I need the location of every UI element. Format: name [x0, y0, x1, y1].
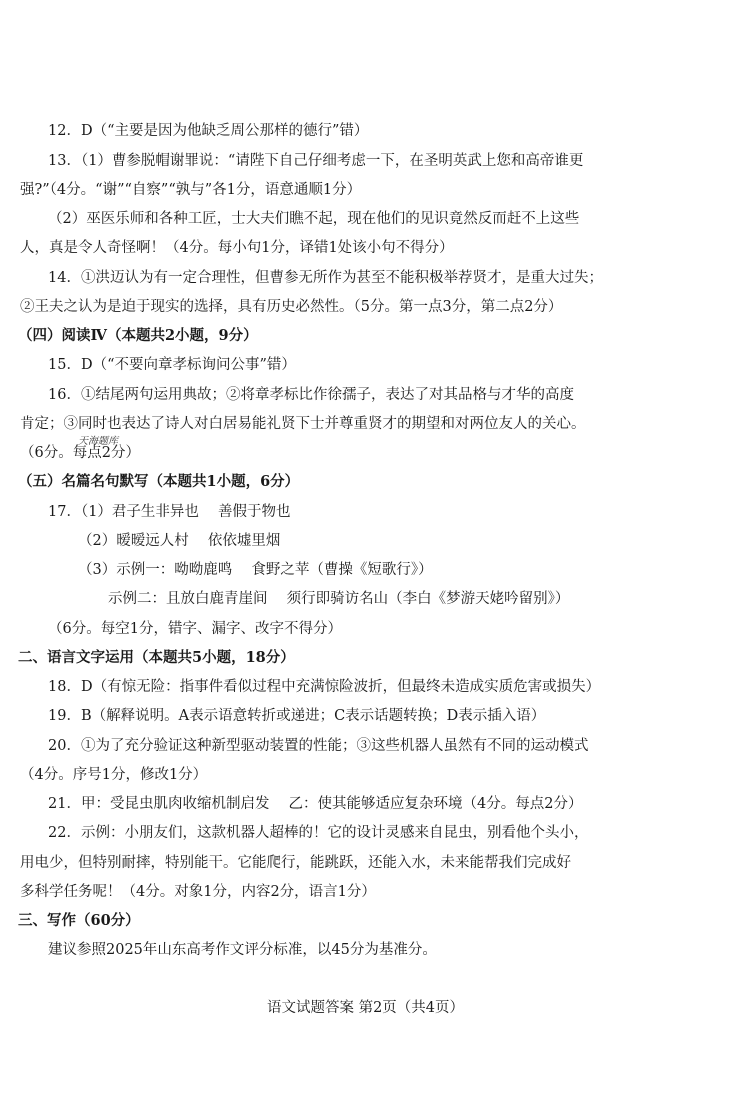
text-line: 用电少，但特别耐摔，特别能干。它能爬行，能跳跃，还能入水，未来能帮我们完成好	[20, 855, 571, 871]
text-line: 16．①结尾两句运用典故；②将章孝标比作徐孺子，表达了对其品格与才华的高度	[48, 387, 574, 403]
section-heading: 三、写作（60分）	[18, 912, 140, 929]
text-line: 强?”（4分。“谢”“自察”“孰与”各1分，语意通顺1分）	[20, 182, 362, 198]
text-line: 示例二：且放白鹿青崖间 须行即骑访名山（李白《梦游天姥吟留别》）	[108, 591, 570, 607]
section-heading: （五）名篇名句默写（本题共1小题，6分）	[18, 473, 300, 490]
text-line: 18．D（有惊无险：指事件看似过程中充满惊险波折，但最终未造成实质危害或损失）	[48, 679, 601, 695]
text-line: （6分。每点2分）	[20, 445, 140, 461]
text-line: 21．甲：受昆虫肌肉收缩机制启发 乙：使其能够适应复杂环境（4分。每点2分）	[48, 796, 583, 812]
text-line: 肯定；③同时也表达了诗人对白居易能礼贤下士并尊重贤才的期望和对两位友人的关心。	[20, 416, 586, 432]
text-line: 22．示例：小朋友们，这款机器人超棒的！它的设计灵感来自昆虫，别看他个头小，	[48, 825, 589, 841]
text-line: 13．（1）曹参脱帽谢罪说：“请陛下自己仔细考虑一下，在圣明英武上您和高帝谁更	[48, 153, 584, 169]
text-line: （2）巫医乐师和各种工匠，士大夫们瞧不起，现在他们的见识竟然反而赶不上这些	[48, 211, 580, 227]
text-line: ②王夫之认为是迫于现实的选择，具有历史必然性。（5分。第一点3分，第二点2分）	[20, 299, 563, 315]
text-line: 多科学任务呢！（4分。对象1分，内容2分，语言1分）	[20, 884, 376, 900]
text-line: （6分。每空1分，错字、漏字、改字不得分）	[48, 621, 342, 637]
text-line: 14．①洪迈认为有一定合理性，但曹参无所作为甚至不能积极举荐贤才，是重大过失；	[48, 270, 603, 286]
text-line: 人，真是令人奇怪啊！（4分。每小句1分，译错1处该小句不得分）	[20, 240, 454, 256]
section-heading: （四）阅读Ⅳ（本题共2小题，9分）	[18, 327, 258, 344]
section-heading: 二、语言文字运用（本题共5小题，18分）	[18, 649, 295, 666]
text-line: （2）暧暧远人村 依依墟里烟	[78, 533, 281, 549]
text-line: 17．（1）君子生非异也 善假于物也	[48, 504, 291, 520]
text-line: 20．①为了充分验证这种新型驱动装置的性能；③这些机器人虽然有不同的运动模式	[48, 738, 589, 754]
page-footer: 语文试题答案 第2页（共4页）	[266, 1000, 465, 1016]
text-line: （4分。序号1分，修改1分）	[20, 767, 208, 783]
text-line: （3）示例一：呦呦鹿鸣 食野之苹（曹操《短歌行》）	[78, 562, 433, 578]
text-line: 建议参照2025年山东高考作文评分标准，以45分为基准分。	[48, 942, 437, 958]
text-line: 19．B（解释说明。A表示语意转折或递进；C表示话题转换；D表示插入语）	[48, 708, 546, 724]
text-line: 15．D（“不要向章孝标询问公事”错）	[48, 357, 296, 373]
text-line: 12．D（“主要是因为他缺乏周公那样的德行”错）	[48, 123, 369, 139]
watermark: 天海题库	[78, 436, 118, 447]
